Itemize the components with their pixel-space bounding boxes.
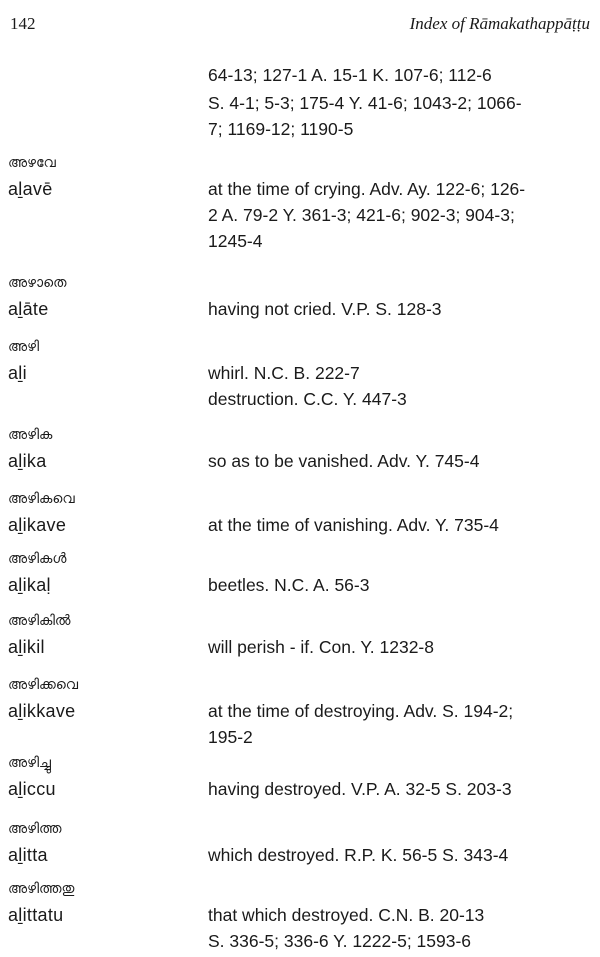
- transliteration: aḻiccu: [8, 779, 56, 799]
- transliteration: aḻikaḷ: [8, 575, 51, 595]
- continuation-line: S. 4-1; 5-3; 175-4 Y. 41-6; 1043-2; 1066-: [208, 93, 522, 113]
- definition-line: that which destroyed. C.N. B. 20-13: [208, 905, 485, 925]
- running-title: Index of Rāmakathappāṭṭu: [409, 14, 590, 33]
- transliteration: aḻittatu: [8, 905, 64, 925]
- malayalam-headword: അഴവേ: [8, 155, 56, 171]
- malayalam-headword: അഴി: [8, 339, 40, 355]
- transliteration: aḻāte: [8, 299, 49, 319]
- page-header: [10, 14, 590, 38]
- malayalam-headword: അഴാതെ: [8, 275, 67, 291]
- definition-line: whirl. N.C. B. 222-7: [208, 363, 360, 383]
- definition-line: will perish - if. Con. Y. 1232-8: [208, 637, 434, 657]
- continuation-line: 7; 1169-12; 1190-5: [208, 119, 354, 139]
- continuation-line: 64-13; 127-1 A. 15-1 K. 107-6; 112-6: [208, 65, 492, 85]
- malayalam-headword: അഴിക്കവെ: [8, 677, 79, 693]
- definition-line: S. 336-5; 336-6 Y. 1222-5; 1593-6: [208, 931, 472, 951]
- definition-line: at the time of crying. Adv. Ay. 122-6; 126-: [208, 179, 526, 199]
- definition-line: beetles. N.C. A. 56-3: [208, 575, 370, 595]
- transliteration: aḻitta: [8, 845, 48, 865]
- transliteration: aḻi: [8, 363, 27, 383]
- transliteration: aḻavē: [8, 179, 53, 199]
- definition-line: 195-2: [208, 727, 253, 747]
- malayalam-headword: അഴിത്ത: [8, 821, 62, 837]
- definition-line: 1245-4: [208, 231, 263, 251]
- transliteration: aḻikkave: [8, 701, 76, 721]
- definition-line: which destroyed. R.P. K. 56-5 S. 343-4: [208, 845, 509, 865]
- page-number: 142: [10, 14, 36, 33]
- definition-line: at the time of vanishing. Adv. Y. 735-4: [208, 515, 499, 535]
- transliteration: aḻikil: [8, 637, 45, 657]
- transliteration: aḻikave: [8, 515, 67, 535]
- malayalam-headword: അഴിത്തതു: [8, 881, 75, 897]
- definition-line: having destroyed. V.P. A. 32-5 S. 203-3: [208, 779, 512, 799]
- definition-line: destruction. C.C. Y. 447-3: [208, 389, 407, 409]
- definition-line: so as to be vanished. Adv. Y. 745-4: [208, 451, 480, 471]
- malayalam-headword: അഴിച്ചു: [8, 755, 52, 771]
- malayalam-headword: അഴികിൽ: [8, 613, 71, 629]
- definition-line: having not cried. V.P. S. 128-3: [208, 299, 442, 319]
- definition-line: 2 A. 79-2 Y. 361-3; 421-6; 902-3; 904-3;: [208, 205, 515, 225]
- malayalam-headword: അഴികൾ: [8, 551, 67, 567]
- malayalam-headword: അഴിക: [8, 427, 53, 443]
- malayalam-headword: അഴികവെ: [8, 491, 75, 507]
- definition-line: at the time of destroying. Adv. S. 194-2;: [208, 701, 514, 721]
- transliteration: aḻika: [8, 451, 47, 471]
